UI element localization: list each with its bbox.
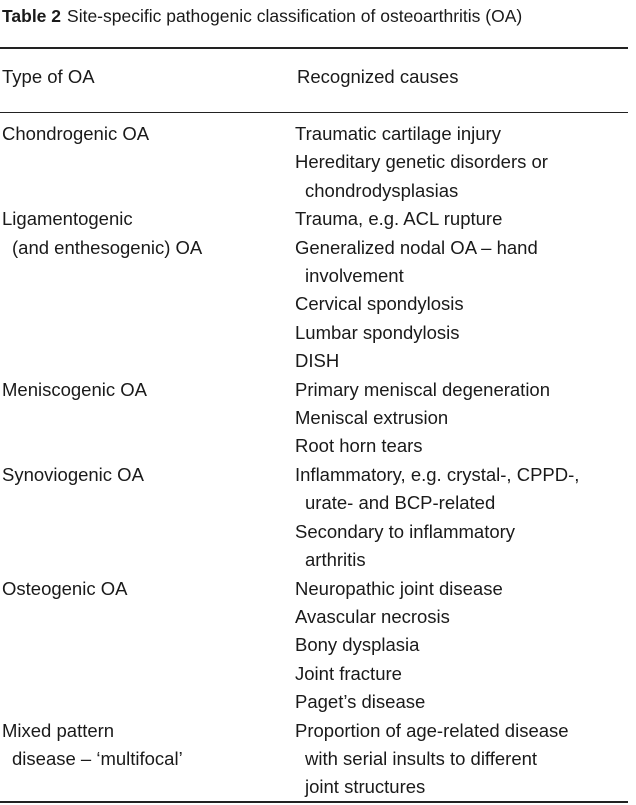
oa-type-line: Ligamentogenic bbox=[2, 208, 133, 230]
cause-item bbox=[295, 290, 628, 318]
cause-item bbox=[295, 575, 628, 603]
cause-line: Traumatic cartilage injury bbox=[295, 123, 501, 144]
cause-item bbox=[295, 148, 628, 205]
causes-cell bbox=[295, 120, 628, 205]
cause-line: Proportion of age-related disease bbox=[295, 719, 569, 741]
cause-item bbox=[295, 205, 628, 233]
cause-item bbox=[295, 660, 628, 688]
table-label: Table 2 bbox=[2, 6, 62, 26]
cause-item bbox=[295, 432, 628, 460]
table-body bbox=[0, 120, 628, 802]
cause-item bbox=[295, 404, 628, 432]
cause-item bbox=[295, 717, 628, 802]
cause-line: Secondary to inflammatory bbox=[295, 520, 516, 542]
causes-cell bbox=[295, 461, 628, 575]
table-row bbox=[0, 205, 628, 375]
cause-line: Paget’s disease bbox=[295, 691, 426, 713]
oa-type-line: Chondrogenic OA bbox=[2, 123, 150, 144]
cause-line: Hereditary genetic disorders or bbox=[295, 151, 548, 173]
cause-line: Neuropathic joint disease bbox=[295, 577, 503, 599]
cause-line: chondrodysplasias bbox=[305, 179, 459, 201]
cause-line: Inflammatory, e.g. crystal-, CPPD-, bbox=[295, 463, 580, 485]
oa-type-cell bbox=[0, 376, 295, 461]
cause-item bbox=[295, 376, 628, 404]
table-row bbox=[0, 575, 628, 717]
table-row bbox=[0, 376, 628, 461]
causes-cell bbox=[295, 205, 628, 375]
causes-cell bbox=[295, 717, 628, 802]
table-row bbox=[0, 461, 628, 575]
header-rule bbox=[0, 112, 628, 113]
cause-line: urate- and BCP-related bbox=[305, 492, 496, 514]
cause-line: joint structures bbox=[305, 776, 426, 798]
header-recognized-causes: Recognized causes bbox=[297, 66, 459, 87]
cause-line: Generalized nodal OA – hand bbox=[295, 236, 538, 258]
oa-type-line: Mixed pattern bbox=[2, 719, 115, 741]
oa-type-cell bbox=[0, 120, 295, 205]
table-caption bbox=[2, 4, 522, 28]
cause-line: Root horn tears bbox=[295, 435, 423, 457]
oa-type-line: Synoviogenic OA bbox=[2, 463, 144, 485]
top-rule bbox=[0, 47, 628, 49]
cause-item bbox=[295, 120, 628, 148]
oa-type-cell bbox=[0, 575, 295, 717]
cause-line: Cervical spondylosis bbox=[295, 293, 464, 315]
cause-line: Bony dysplasia bbox=[295, 634, 420, 656]
oa-type-line: Osteogenic OA bbox=[2, 577, 128, 599]
oa-type-cell bbox=[0, 461, 295, 575]
table-row bbox=[0, 120, 628, 205]
cause-item bbox=[295, 461, 628, 518]
causes-cell bbox=[295, 376, 628, 461]
cause-line: DISH bbox=[295, 350, 340, 372]
cause-line: Lumbar spondylosis bbox=[295, 321, 460, 343]
oa-type-cell bbox=[0, 205, 295, 375]
cause-line: Trauma, e.g. ACL rupture bbox=[295, 208, 503, 230]
cause-item bbox=[295, 603, 628, 631]
oa-type-line: (and enthesogenic) OA bbox=[12, 236, 203, 258]
cause-item bbox=[295, 631, 628, 659]
cause-item bbox=[295, 518, 628, 575]
cause-item bbox=[295, 688, 628, 716]
header-type-of-oa: Type of OA bbox=[2, 66, 95, 87]
table-row bbox=[0, 717, 628, 802]
cause-item bbox=[295, 319, 628, 347]
table-title: Site-specific pathogenic classification of osteoarthritis (OA) bbox=[67, 6, 523, 26]
cause-line: arthritis bbox=[305, 549, 366, 571]
causes-cell bbox=[295, 575, 628, 717]
oa-type-cell bbox=[0, 717, 295, 802]
cause-item bbox=[295, 347, 628, 375]
cause-line: Avascular necrosis bbox=[295, 605, 450, 627]
oa-type-line: Meniscogenic OA bbox=[2, 378, 147, 400]
cause-line: Primary meniscal degeneration bbox=[295, 378, 551, 400]
cause-line: with serial insults to different bbox=[305, 747, 538, 769]
cause-line: Joint fracture bbox=[295, 662, 402, 684]
bottom-rule bbox=[0, 801, 628, 803]
cause-line: Meniscal extrusion bbox=[295, 407, 449, 429]
oa-type-line: disease – ‘multifocal’ bbox=[12, 747, 183, 769]
cause-line: involvement bbox=[305, 265, 404, 287]
cause-item bbox=[295, 234, 628, 291]
